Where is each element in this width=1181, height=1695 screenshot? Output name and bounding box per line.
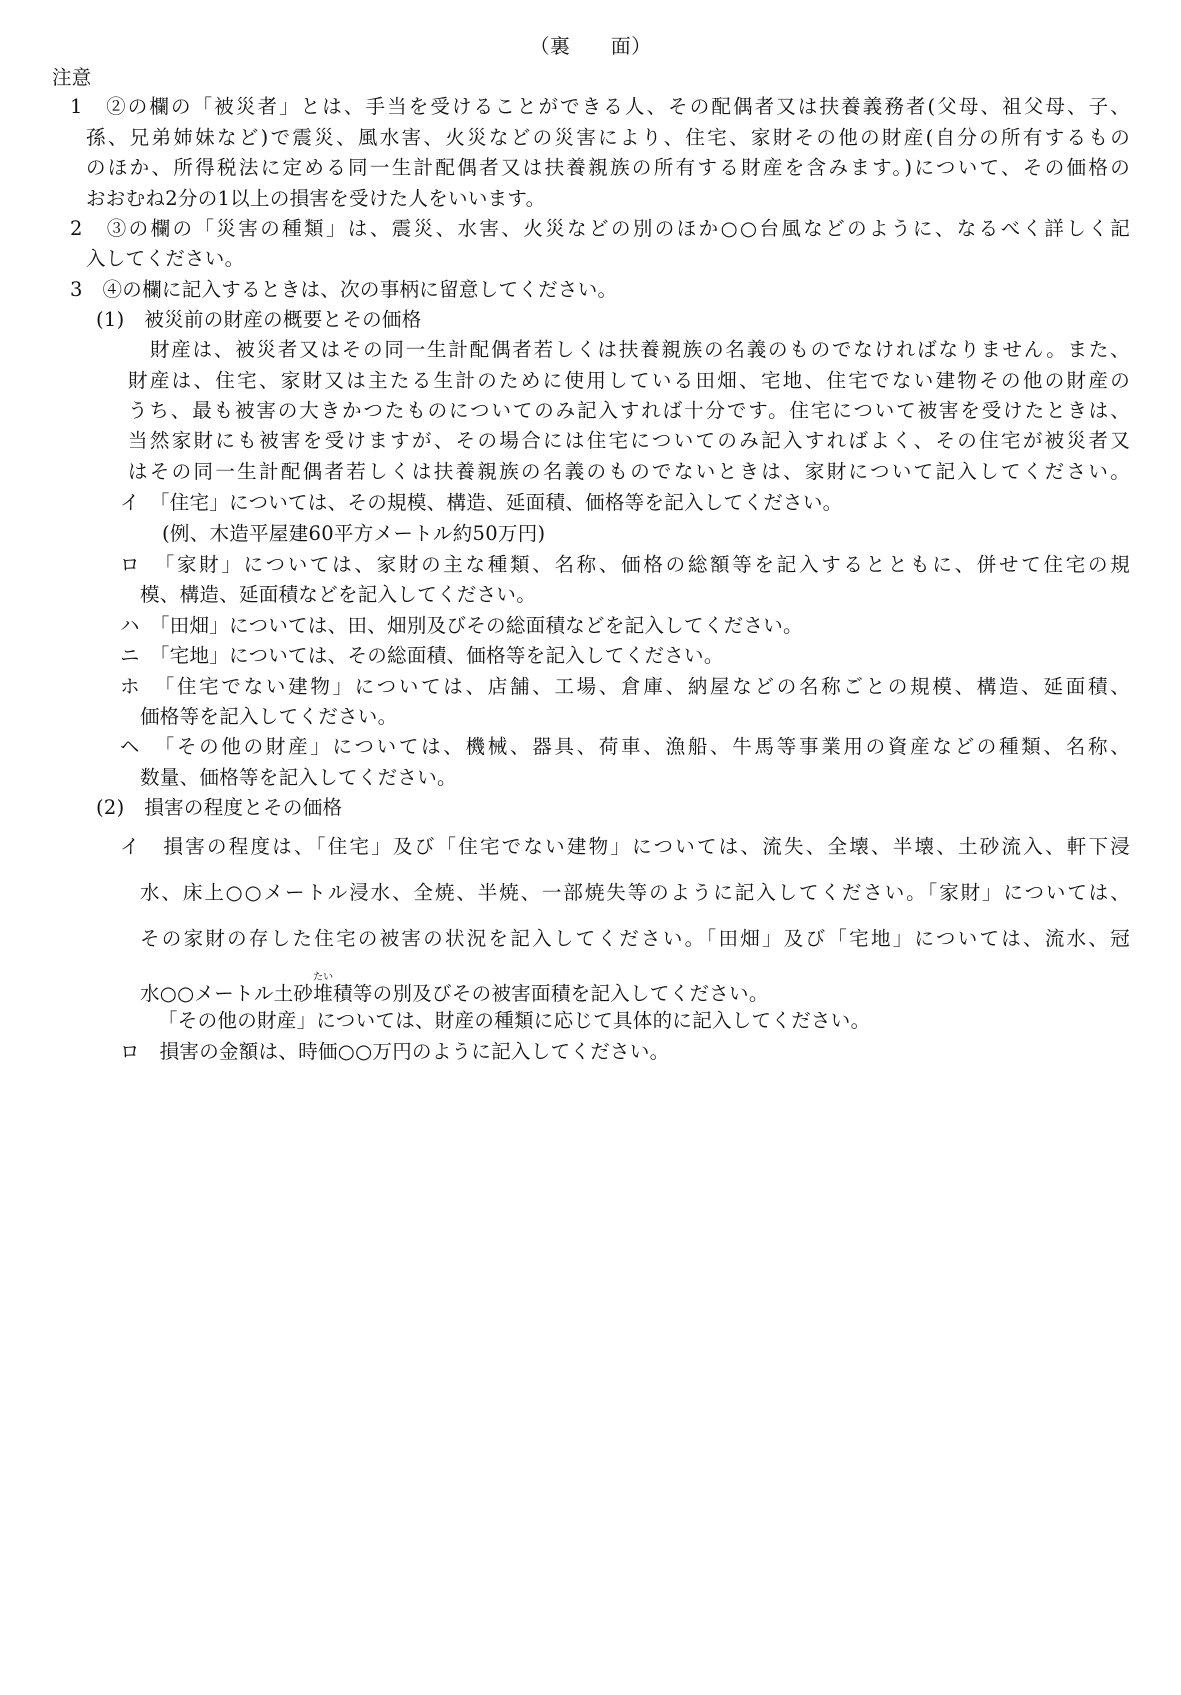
- section1-item-ha: ハ 「田畑」については、田、畑別及びその総面積などを記入してください。: [120, 614, 803, 637]
- section2-item-i-line1: イ 損害の程度は、「住宅」及び「住宅でない建物」については、流失、全壊、半壊、土砂流入、軒下浸: [120, 835, 1130, 858]
- ruby-base-kanji: 堆: [313, 982, 334, 1005]
- ruby-tai: [313, 972, 334, 1005]
- page-title: （裏 面）: [529, 34, 652, 58]
- section2-item-i-line2: 水、床上○○メートル浸水、全焼、半焼、一部焼失等のように記入してください。「家財」については、: [140, 881, 1130, 904]
- note2-line2: 入してください。: [86, 247, 245, 270]
- section2-heading: (2) 損害の程度とその価格: [96, 796, 343, 819]
- section1-para-line5: はその同一生計配偶者若しくは扶養親族の名義のものでないときは、家財について記入してください。: [128, 460, 1130, 483]
- note2-line1: 2 ③の欄の「災害の種類」は、震災、水害、火災などの別のほか○○台風などのように、なるべく詳しく記: [70, 217, 1130, 240]
- section1-item-ro-line2: 模、構造、延面積などを記入してください。: [140, 583, 537, 606]
- section1-item-he-line2: 数量、価格等を記入してください。: [140, 766, 457, 789]
- section1-heading: (1) 被災前の財産の概要とその価格: [96, 308, 422, 331]
- note3-line1: 3 ④の欄に記入するときは、次の事柄に留意してください。: [70, 278, 618, 301]
- section1-item-ni: ニ 「宅地」については、その総面積、価格等を記入してください。: [120, 644, 724, 667]
- section2-item-ro: ロ 損害の金額は、時価○○万円のように記入してください。: [120, 1040, 670, 1063]
- section1-para-line4: 当然家財にも被害を受けますが、その場合には住宅についてのみ記入すればよく、その住宅が被災者又: [128, 429, 1130, 452]
- section1-item-he-line1: ヘ 「その他の財産」については、機械、器具、荷車、漁船、牛馬等事業用の資産などの種類、名称、: [120, 735, 1130, 758]
- section2-item-i-line5: 「その他の財産」については、財産の種類に応じて具体的に記入してください。: [158, 1009, 871, 1032]
- section2-item-i-line4-start: 水○○メートル土砂: [140, 982, 314, 1005]
- section1-item-ro-line1: ロ 「家財」については、家財の主な種類、名称、価格の総額等を記入するとともに、併せて住宅の規: [120, 553, 1130, 576]
- note1-line4: おおむね2分の1以上の損害を受けた人をいいます。: [86, 187, 546, 210]
- note1-line3: のほか、所得税法に定める同一生計配偶者又は扶養親族の所有する財産を含みます。)について、その価格の: [86, 156, 1130, 179]
- section1-para-line1: 財産は、被災者又はその同一生計配偶者若しくは扶養親族の名義のものでなければなりません。また、: [150, 338, 1130, 361]
- ruby-reading: たい: [313, 972, 334, 983]
- section1-para-line2: 財産は、住宅、家財又は主たる生計のために使用している田畑、宅地、住宅でない建物その他の財産の: [128, 369, 1130, 392]
- section2-item-i-line4: [140, 972, 769, 1004]
- section2-item-i-line3: その家財の存した住宅の被害の状況を記入してください。「田畑」及び「宅地」については、流水、冠: [140, 927, 1130, 950]
- note1-line2: 孫、兄弟姉妹など)で震災、風水害、火災などの災害により、住宅、家財その他の財産(自分の所有するもの: [86, 126, 1130, 149]
- section1-para-line3: うち、最も被害の大きかつたものについてのみ記入すれば十分です。住宅について被害を受けたときは、: [128, 399, 1130, 422]
- section2-item-i-line4-end: 積等の別及びその被害面積を記入してください。: [333, 982, 769, 1005]
- section1-item-i: イ 「住宅」については、その規模、構造、延面積、価格等を記入してください。: [120, 491, 843, 514]
- section1-item-ho-line1: ホ 「住宅でない建物」については、店舗、工場、倉庫、納屋などの名称ごとの規模、構造、延面積、: [120, 675, 1130, 698]
- notes-heading: 注意: [52, 66, 92, 89]
- section1-item-ho-line2: 価格等を記入してください。: [140, 705, 398, 728]
- section1-item-i-example: (例、木造平屋建60平方メートル約50万円): [162, 522, 546, 545]
- note1-line1: 1 ②の欄の「被災者」とは、手当を受けることができる人、その配偶者又は扶養義務者(父母、祖父母、子、: [70, 95, 1130, 118]
